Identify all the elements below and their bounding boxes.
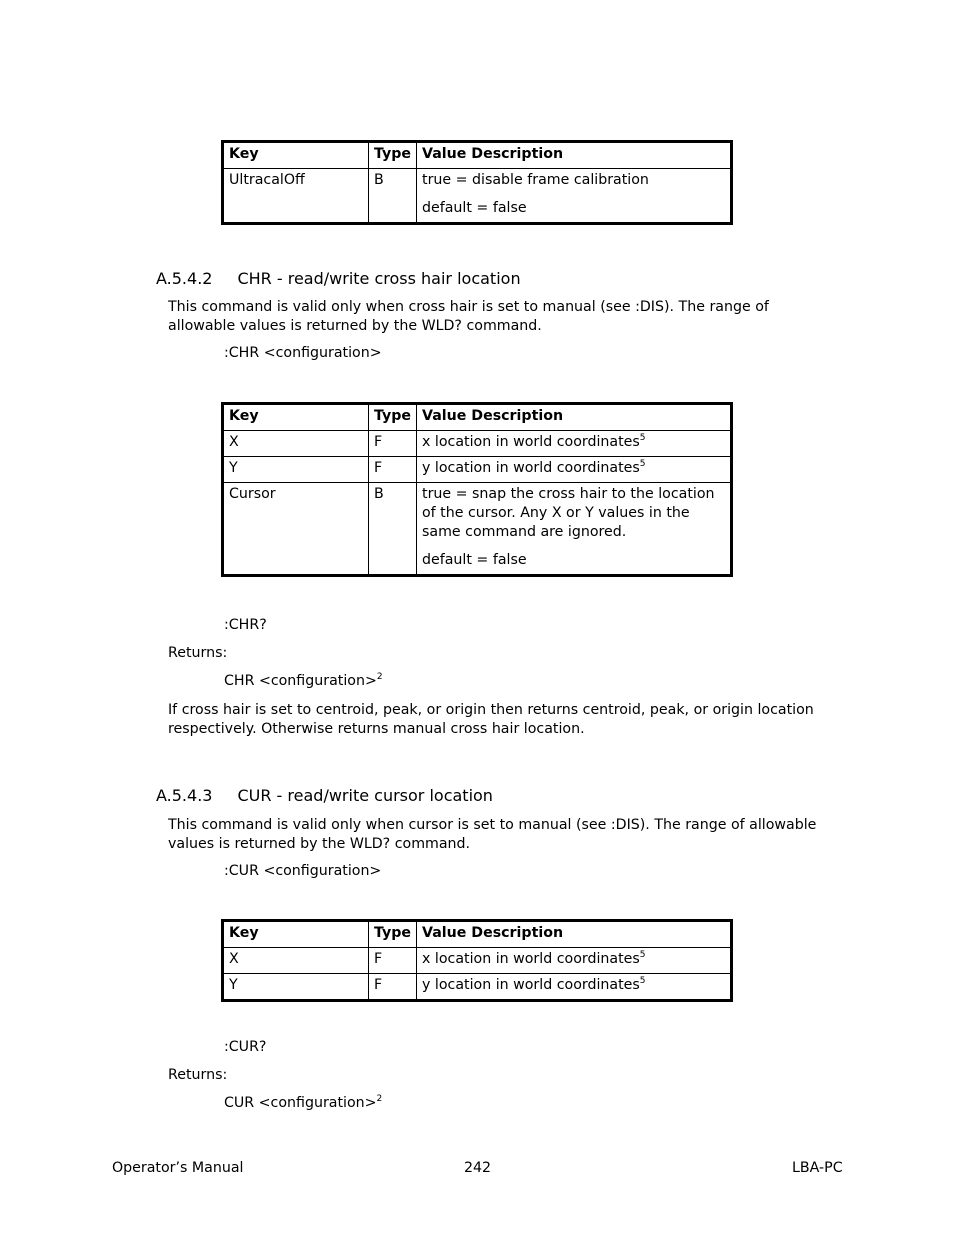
chr-key-table	[221, 402, 733, 577]
type-cell: F	[369, 948, 417, 974]
key-cell: UltracalOff	[223, 169, 369, 224]
chr-returns-label: Returns:	[168, 645, 228, 661]
table-row	[223, 483, 732, 576]
key-cell: Y	[223, 457, 369, 483]
description-cell	[417, 169, 732, 224]
ultracal-key-table	[221, 140, 733, 225]
table-row	[223, 974, 732, 1001]
footer-left: Operator’s Manual	[112, 1160, 244, 1176]
chr-command: :CHR <configuration>	[224, 345, 382, 361]
col-header-type: Type	[369, 404, 417, 431]
col-header-value-description: Value Description	[417, 404, 732, 431]
footnote-ref: 2	[376, 1094, 383, 1104]
section-number: A.5.4.2	[156, 269, 213, 288]
table-row	[223, 457, 732, 483]
footnote-ref: 5	[639, 976, 646, 986]
section-title: CHR - read/write cross hair location	[237, 269, 521, 288]
cur-key-table	[221, 919, 733, 1002]
description-text: x location in world coordinates	[422, 434, 640, 450]
footnote-ref: 5	[639, 459, 646, 469]
cur-command: :CUR <configuration>	[224, 863, 382, 879]
description-text: y location in world coordinates	[422, 460, 640, 476]
col-header-key: Key	[223, 142, 369, 169]
section-title: CUR - read/write cursor location	[237, 786, 493, 805]
col-header-type: Type	[369, 921, 417, 948]
description-cell	[417, 483, 732, 576]
description-cell	[417, 431, 732, 457]
key-cell: X	[223, 948, 369, 974]
type-cell: F	[369, 457, 417, 483]
table-row	[223, 948, 732, 974]
chr-returns	[224, 673, 383, 689]
col-header-type: Type	[369, 142, 417, 169]
cur-returns	[224, 1095, 382, 1111]
description-cell	[417, 457, 732, 483]
type-cell: B	[369, 483, 417, 576]
cur-returns-label: Returns:	[168, 1067, 228, 1083]
key-cell: Cursor	[223, 483, 369, 576]
footnote-ref: 2	[376, 672, 383, 682]
key-cell: Y	[223, 974, 369, 1001]
page-number: 242	[464, 1160, 492, 1176]
description-text: x location in world coordinates	[422, 951, 640, 967]
section-heading-chr	[156, 269, 521, 288]
description-cell	[417, 974, 732, 1001]
type-cell: F	[369, 431, 417, 457]
table-row	[223, 431, 732, 457]
key-cell: X	[223, 431, 369, 457]
cur-query: :CUR?	[224, 1039, 267, 1055]
footnote-ref: 5	[639, 950, 646, 960]
description-cell	[417, 948, 732, 974]
col-header-key: Key	[223, 921, 369, 948]
col-header-key: Key	[223, 404, 369, 431]
description-line: true = disable frame calibration	[422, 172, 649, 188]
cur-intro: This command is valid only when cursor is set to manual (see :DIS). The range of allowable values is returned by the WLD? command.	[168, 817, 817, 852]
footer-right: LBA-PC	[792, 1160, 843, 1176]
section-heading-cur	[156, 786, 493, 805]
chr-note: If cross hair is set to centroid, peak, or origin then returns centroid, peak, or origin location respectively. Otherwise returns manual cross hair location.	[168, 702, 814, 737]
chr-query: :CHR?	[224, 617, 267, 633]
table-row	[223, 169, 732, 224]
section-number: A.5.4.3	[156, 786, 213, 805]
col-header-value-description: Value Description	[417, 921, 732, 948]
description-text: y location in world coordinates	[422, 977, 640, 993]
type-cell: F	[369, 974, 417, 1001]
description-default: default = false	[422, 200, 527, 216]
description-default: default = false	[422, 552, 527, 568]
col-header-value-description: Value Description	[417, 142, 732, 169]
returns-text: CUR <configuration>	[224, 1095, 377, 1111]
returns-text: CHR <configuration>	[224, 673, 377, 689]
footnote-ref: 5	[639, 433, 646, 443]
description-line: true = snap the cross hair to the location of the cursor. Any X or Y values in the same command are ignored.	[422, 486, 715, 540]
type-cell: B	[369, 169, 417, 224]
chr-intro: This command is valid only when cross hair is set to manual (see :DIS). The range of allowable values is returned by the WLD? command.	[168, 299, 769, 334]
